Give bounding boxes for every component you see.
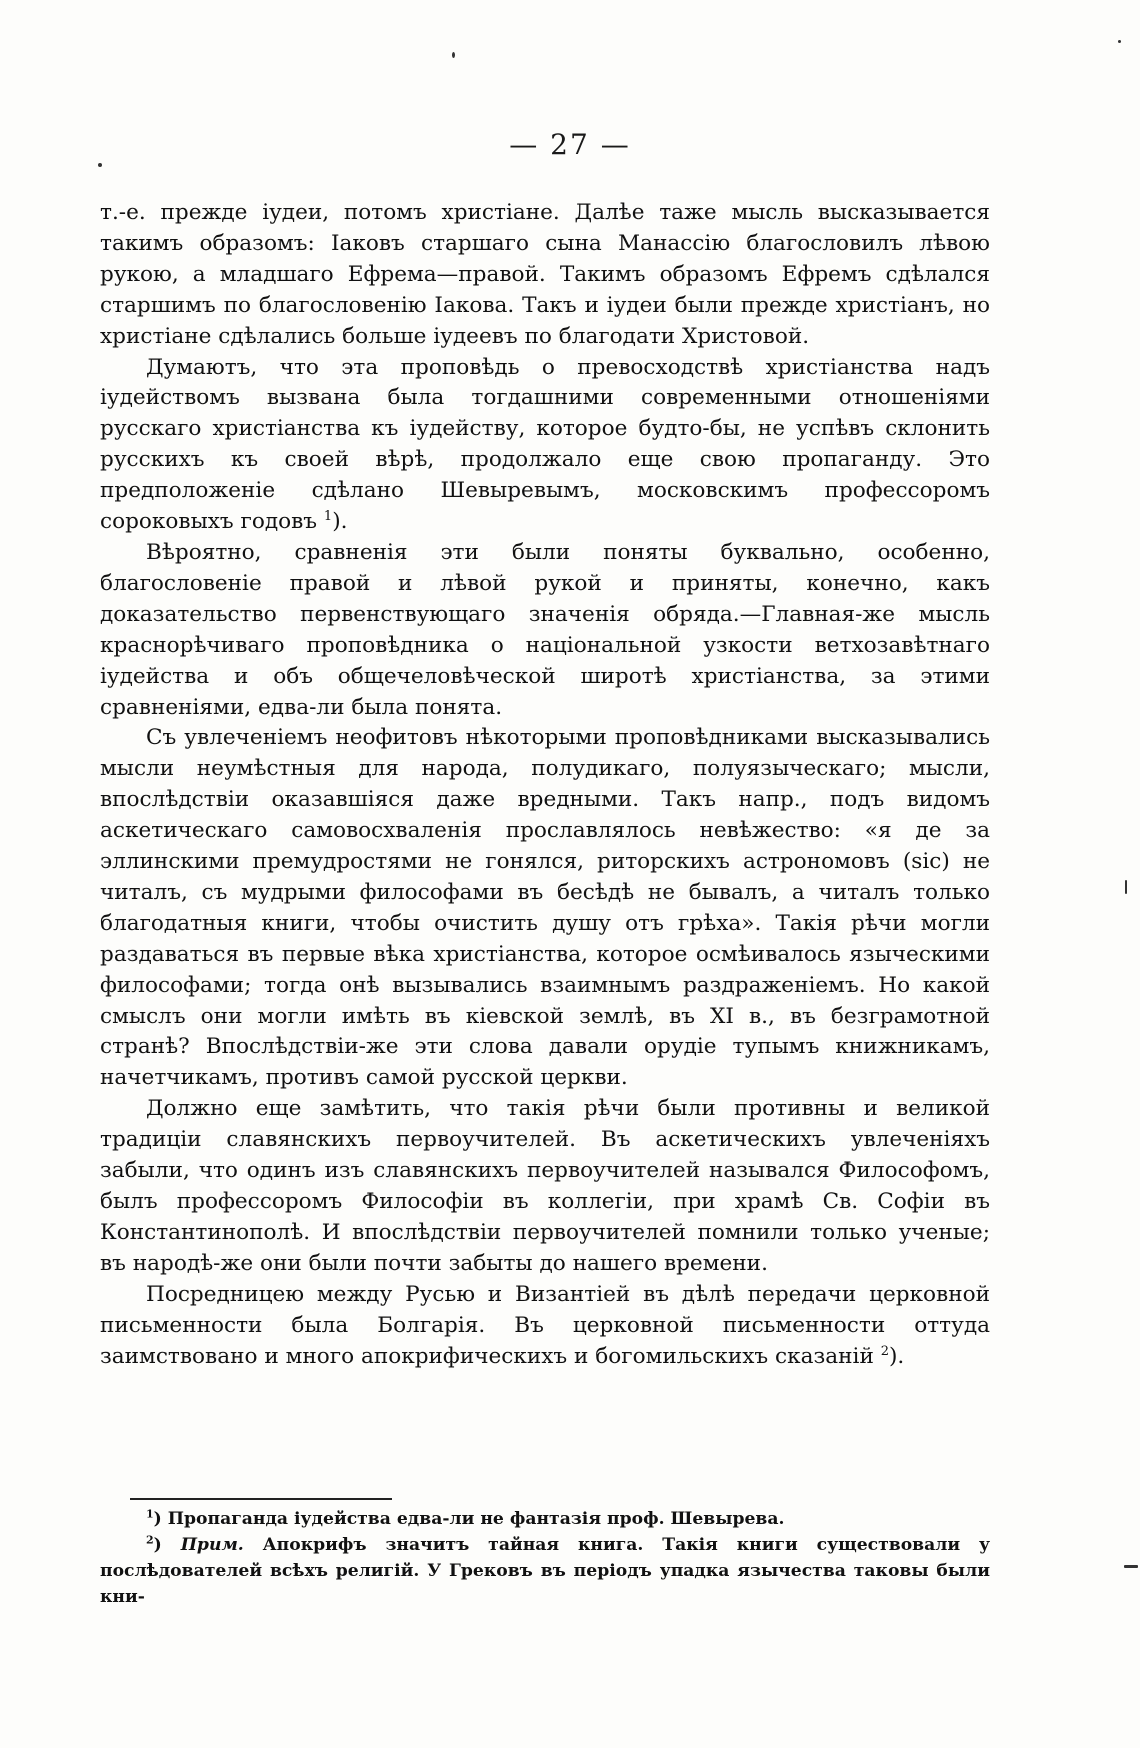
paragraph-2	[100, 353, 990, 538]
footnote-1-text: ) Пропаганда іудейства едва-ли не фантазія проф. Шевырева.	[153, 1509, 785, 1529]
paragraph-4	[100, 723, 990, 1094]
scan-speck	[452, 52, 455, 58]
paragraph-3-text: Вѣроятно, сравненія эти были поняты буквально, особенно, благословеніе правой и лѣвой рукой и приняты, конечно, какъ доказательство первенствующаго значенія обряда.—Главная-же мысль краснорѣчиваго проповѣдника о національной узкости ветхозавѣтнаго іудейства и объ общечеловѣческой широтѣ христіанства, за этими сравненіями, едва-ли была понята.	[100, 539, 990, 720]
scan-speck	[98, 163, 102, 167]
footnote-divider	[130, 1498, 392, 1500]
footnote-2-abbrev: Прим.	[180, 1535, 244, 1555]
paragraph-5	[100, 1094, 990, 1279]
paragraph-1	[100, 198, 990, 353]
paragraph-1-text: т.-е. прежде іудеи, потомъ христіане. Далѣе таже мысль высказывается такимъ образомъ: Іаковъ старшаго сына Манассію благословилъ лѣвою рукою, а младшаго Ефрема—правой. Такимъ образомъ Ефремъ сдѣлался старшимъ по благословенію Іакова. Такъ и іудеи были прежде христіанъ, но христіане сдѣлались больше іудеевъ по благодати Христовой.	[100, 200, 990, 349]
scan-speck	[1118, 40, 1121, 43]
footnote-1	[100, 1506, 990, 1532]
paragraph-4-text: Съ увлеченіемъ неофитовъ нѣкоторыми проповѣдниками высказывались мысли неумѣстныя для народа, полудикаго, полуязыческаго; мысли, впослѣдствіи оказавшіяся даже вредными. Такъ напр., подъ видомъ аскетическаго самовосхваленія прославлялось невѣжество: «я де за эллинскими премудростями не гонялся, риторскихъ астрономовъ (sic) не читалъ, съ мудрыми философами въ бесѣдѣ не бывалъ, а читалъ только благодатныя книги, чтобы очистить душу отъ грѣха». Такія рѣчи могли раздаваться въ первые вѣка христіанства, которое осмѣивалось языческими философами; тогда онѣ вызывались взаимнымъ раздраженіемъ. Но какой смыслъ они могли имѣть въ кіевской землѣ, въ XI в., въ безграмотной странѣ? Впослѣдствіи-же эти слова давали орудіе тупымъ книжникамъ, начетчикамъ, противъ самой русской церкви.	[100, 725, 990, 1091]
scan-speck	[1124, 1565, 1138, 1568]
footnote-2	[100, 1532, 990, 1610]
footnote-ref-2: 2	[880, 1343, 889, 1359]
footnote-1-marker: 1	[146, 1507, 154, 1521]
footnote-2-prefix: )	[153, 1535, 181, 1555]
paragraph-6	[100, 1280, 990, 1373]
page-number: — 27 —	[509, 128, 631, 161]
footnote-ref-1: 1	[323, 508, 333, 524]
paragraph-6-tail: ).	[889, 1343, 905, 1369]
footnotes	[100, 1506, 990, 1610]
footnote-2-text: Апокрифъ значитъ тайная книга. Такія книги существовали у послѣдователей всѣхъ религій. У Грековъ въ періодъ упадка язычества таковы были кни-	[100, 1535, 990, 1607]
footnote-2-marker: 2	[146, 1533, 154, 1547]
paragraph-2-text: Думаютъ, что эта проповѣдь о превосходствѣ христіанства надъ іудействомъ вызвана была тогдашними современными отношеніями русскаго христіанства къ іудейству, которое будто-бы, не успѣвъ склонить русскихъ къ своей вѣрѣ, продолжало еще свою пропаганду. Это предположеніе сдѣлано Шевыревымъ, московскимъ профессоромъ сороковыхъ годовъ	[100, 354, 990, 535]
paragraph-6-text: Посредницею между Русью и Византіей въ дѣлѣ передачи церковной письменности была Болгарія. Въ церковной письменности оттуда заимствовано и много апокрифическихъ и богомильскихъ сказаній	[100, 1281, 990, 1369]
paragraph-3	[100, 538, 990, 723]
body-text	[100, 198, 990, 1372]
paragraph-5-text: Должно еще замѣтить, что такія рѣчи были противны и великой традиціи славянскихъ первоучителей. Въ аскетическихъ увлеченіяхъ забыли, что одинъ изъ славянскихъ первоучителей назывался Философомъ, былъ профессоромъ Философіи въ коллегіи, при храмѣ Св. Софіи въ Константинополѣ. И впослѣдствіи первоучителей помнили только ученые; въ народѣ-же они были почти забыты до нашего времени.	[100, 1096, 990, 1276]
paragraph-2-tail: ).	[332, 509, 348, 535]
scan-speck	[1125, 880, 1127, 894]
